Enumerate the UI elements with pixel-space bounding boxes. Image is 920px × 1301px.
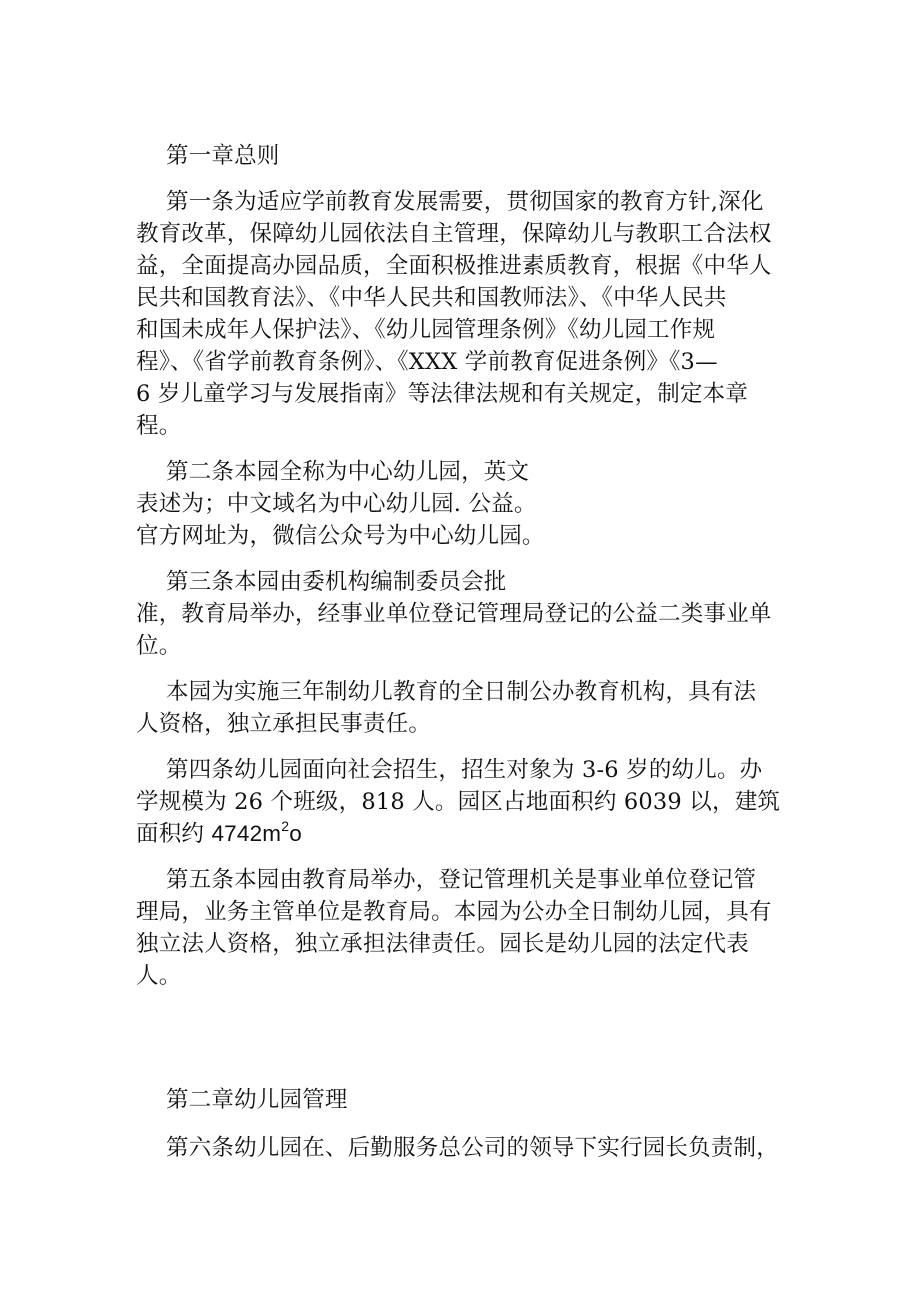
article-1-line-5: 和国未成年人保护法》、《幼儿园管理条例》《幼儿园工作规 [136, 317, 716, 343]
area-prefix: 面积约 [136, 821, 212, 847]
article-3-line-1: 第三条本园由委机构编制委员会批 [166, 569, 507, 595]
chapter-1-heading: 第一章总则 [166, 143, 280, 169]
article-1-line-7: 6 岁儿童学习与发展指南》等法律法规和有关规定，制定本章 [136, 381, 749, 407]
article-4-line-1: 第四条幼儿园面向社会招生，招生对象为 3-6 岁的幼儿。办 [166, 757, 763, 783]
article-4-line-3 [136, 818, 302, 850]
area-suffix: o [289, 821, 302, 846]
article-1-line-8: 程。 [136, 413, 182, 439]
article-5-line-1: 第五条本园由教育局举办，登记管理机关是事业单位登记管 [166, 867, 757, 893]
article-1-line-1: 第一条为适应学前教育发展需要，贯彻国家的教育方针,深化 [166, 189, 764, 215]
article-3b-line-1: 本园为实施三年制幼儿教育的全日制公办教育机构，具有法 [166, 679, 757, 705]
article-4-line-2: 学规模为 26 个班级，818 人。园区占地面积约 6039 以，建筑 [136, 789, 781, 815]
article-5-line-3: 独立法人资格，独立承担法律责任。园长是幼儿园的法定代表 [136, 931, 749, 957]
area-superscript: 2 [281, 817, 290, 834]
article-2-line-3: 官方网址为，微信公众号为中心幼儿园。 [136, 523, 545, 549]
article-2-line-1: 第二条本园全称为中心幼儿园，英文 [166, 459, 530, 485]
article-1-line-2: 教育改革，保障幼儿园依法自主管理，保障幼儿与教职工合法权 [136, 221, 772, 247]
article-1-line-6: 程》、《省学前教育条例》、《XXX 学前教育促进条例》《3— [136, 349, 718, 375]
article-1-line-3: 益，全面提高办园品质，全面积极推进素质教育，根据《中华人 [136, 253, 772, 279]
article-3b-line-2: 人资格，独立承担民事责任。 [136, 711, 432, 737]
article-2-line-2: 表述为；中文域名为中心幼儿园. 公益。 [136, 491, 537, 517]
area-value: 4742m [211, 821, 282, 846]
article-3-line-3: 位。 [136, 633, 182, 659]
article-1-line-4: 民共和国教育法》、《中华人民共和国教师法》、《中华人民共 [136, 285, 727, 311]
article-5-line-2: 理局，业务主管单位是教育局。本园为公办全日制幼儿园，具有 [136, 899, 772, 925]
article-5-line-4: 人。 [136, 963, 182, 989]
chapter-2-heading: 第二章幼儿园管理 [166, 1087, 348, 1113]
article-6-line-1: 第六条幼儿园在、后勤服务总公司的领导下实行园长负责制， [166, 1135, 779, 1161]
article-3-line-2: 准，教育局举办，经事业单位登记管理局登记的公益二类事业单 [136, 601, 772, 627]
